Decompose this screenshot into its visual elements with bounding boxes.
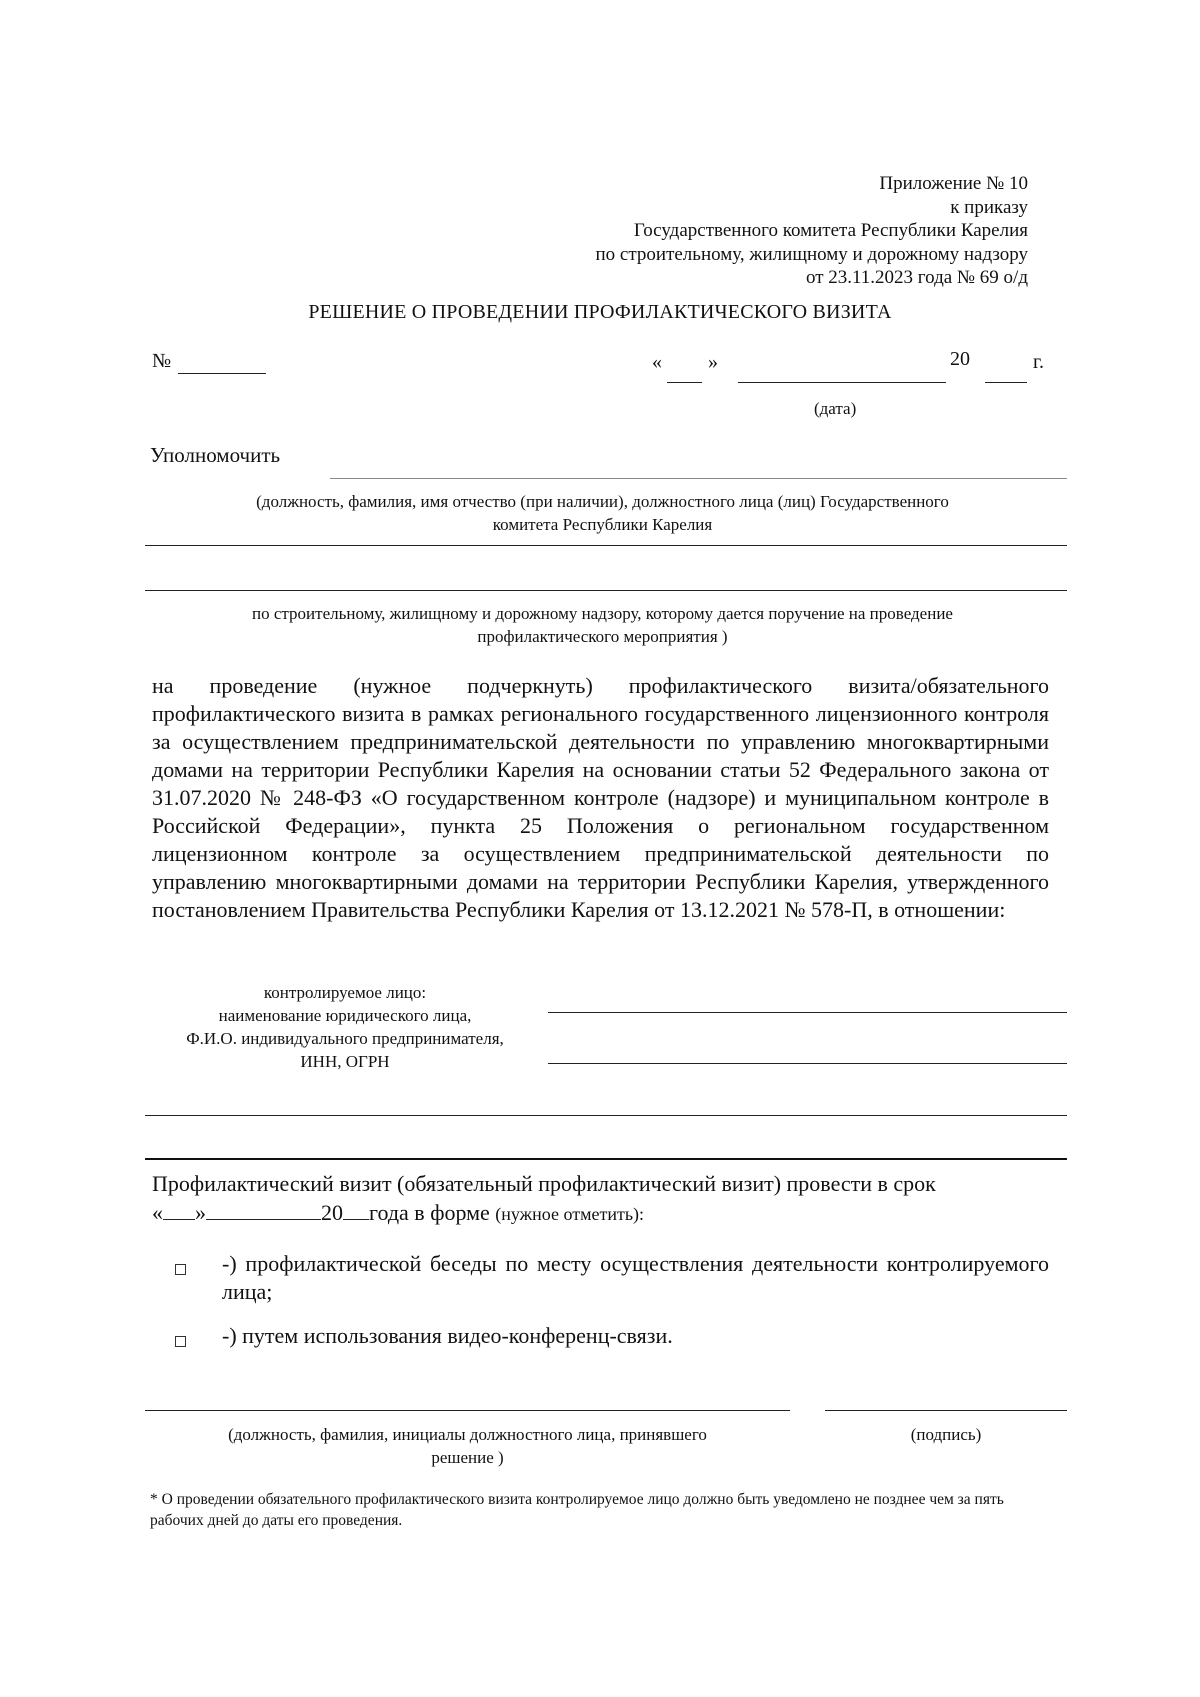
visit-close-quote: »: [195, 1200, 206, 1225]
visit-paragraph: [152, 1170, 1049, 1198]
signature-field[interactable]: [825, 1410, 1067, 1411]
official-line-2[interactable]: [145, 545, 1067, 546]
controlled-person-caption: [145, 981, 545, 1073]
visit-form-text: года в форме: [369, 1200, 496, 1225]
assignment-caption: [150, 602, 1055, 648]
year-prefix: 20: [950, 348, 970, 370]
option-videoconference-text: -) путем использования видео-конференц-связи.: [222, 1323, 673, 1348]
official-signature-caption: [150, 1423, 785, 1469]
assignment-caption-line1: по строительному, жилищному и дорожному надзору, которому дается поручение на проведение: [252, 604, 953, 623]
month-field[interactable]: [738, 382, 946, 383]
year-suffix: г.: [1033, 351, 1044, 373]
option-conversation-checkbox[interactable]: [175, 1264, 186, 1275]
visit-form-note: (нужное отметить):: [495, 1204, 645, 1224]
official-caption: [150, 490, 1055, 536]
official-caption-line2: комитета Республики Карелия: [492, 515, 713, 534]
option-conversation-text: -) профилактической беседы по месту осуществления деятельности контролируемого лица;: [222, 1251, 1049, 1304]
controlled-person-field-4[interactable]: [145, 1158, 1067, 1160]
option-videoconference-checkbox[interactable]: [175, 1336, 186, 1347]
appendix-supervision: по строительному, жилищному и дорожному надзору: [595, 243, 1028, 265]
authorize-label: Уполномочить: [150, 443, 281, 467]
footnote: * О проведении обязательного профилактического визита контролируемое лицо должно быть уведомлено не позднее чем за пять рабочих дней до даты его проведения.: [150, 1491, 1004, 1529]
official-signature-caption-line1: (должность, фамилия, инициалы должностного лица, принявшего: [228, 1425, 707, 1444]
assignment-caption-line2: профилактического мероприятия ): [477, 627, 728, 646]
official-name-field[interactable]: [145, 1410, 790, 1411]
controlled-line2: наименование юридического лица,: [218, 1006, 472, 1025]
visit-year-prefix: 20: [321, 1200, 343, 1225]
visit-date-row: [152, 1199, 644, 1228]
controlled-person-field-2[interactable]: [548, 1063, 1067, 1064]
appendix-block: [508, 172, 1028, 290]
number-field[interactable]: [178, 373, 266, 374]
controlled-line3: Ф.И.О. индивидуального предпринимателя,: [186, 1029, 504, 1048]
official-signature-caption-line2: решение ): [431, 1448, 504, 1467]
appendix-order: к приказу: [950, 196, 1028, 218]
visit-line1: Профилактический визит (обязательный профилактический визит) провести в срок: [152, 1171, 936, 1196]
controlled-line1: контролируемое лицо:: [263, 983, 427, 1002]
document-title: РЕШЕНИЕ О ПРОВЕДЕНИИ ПРОФИЛАКТИЧЕСКОГО ВИЗИТА: [308, 301, 892, 323]
visit-day-field[interactable]: [163, 1199, 195, 1220]
date-close-quote: »: [708, 351, 718, 373]
appendix-committee: Государственного комитета Республики Карелия: [633, 220, 1028, 241]
date-caption: (дата): [814, 399, 857, 418]
controlled-person-field-3[interactable]: [145, 1115, 1067, 1116]
visit-year-field[interactable]: [343, 1199, 369, 1220]
authorized-official-field[interactable]: [330, 478, 1067, 479]
visit-open-quote: «: [152, 1200, 163, 1225]
visit-month-field[interactable]: [206, 1199, 321, 1220]
day-field[interactable]: [667, 382, 702, 383]
official-line-3[interactable]: [145, 590, 1067, 591]
number-sign: №: [152, 350, 172, 372]
appendix-date: от 23.11.2023 года № 69 о/д: [805, 267, 1028, 288]
appendix-number: Приложение № 10: [879, 173, 1028, 194]
date-open-quote: «: [652, 351, 662, 373]
controlled-person-field-1[interactable]: [548, 1012, 1067, 1013]
official-caption-line1: (должность, фамилия, имя отчество (при наличии), должностного лица (лиц) Государственного: [256, 492, 949, 511]
controlled-line4: ИНН, ОГРН: [300, 1052, 390, 1071]
signature-caption: (подпись): [910, 1425, 982, 1444]
year-field[interactable]: [985, 382, 1027, 383]
main-paragraph: на проведение (нужное подчеркнуть) профилактического визита/обязательного профилактического визита в рамках регионального государственного лицензионного контроля за осуществлением предпринимательской деятельности по управлению многоквартирными домами на территории Республики Карелия на основании статьи 52 Федерального закона от 31.07.2020 № 248-ФЗ «О государственном контроле (надзоре) и муниципальном контроле в Российской Федерации», пункта 25 Положения о региональном государственном лицензионном контроле за осуществлением предпринимательской деятельности по управлению многоквартирными домами на территории Республики Карелия, утвержденного постановлением Правительства Республики Карелия от 13.12.2021 № 578-П, в отношении:: [152, 673, 1049, 922]
